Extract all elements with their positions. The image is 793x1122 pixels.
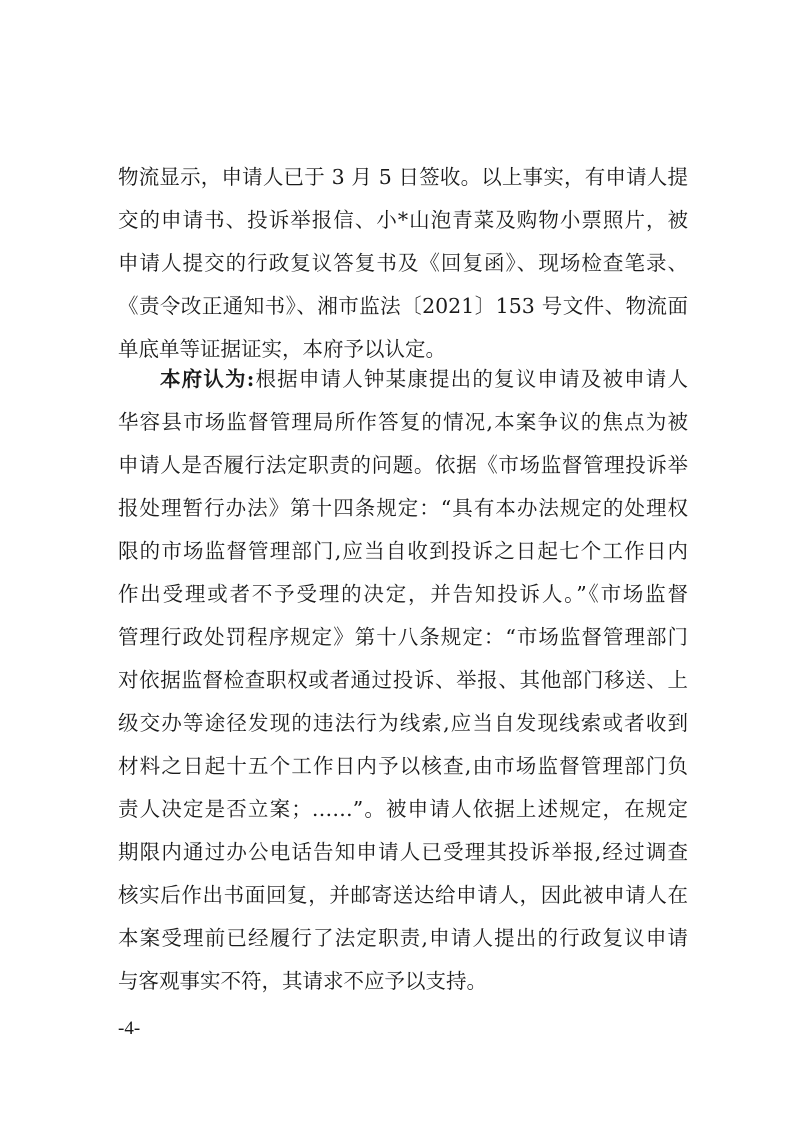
paragraph-2-line-8: 对依据监督检查职权或者通过投诉、举报、其他部门移送、上 [118,668,688,692]
paragraph-2-line-2: 华容县市场监督管理局所作答复的情况,本案争议的焦点为被 [118,410,688,434]
paragraph-2-line-6: 作出受理或者不予受理的决定，并告知投诉人。”《市场监督 [118,582,688,606]
paragraph-2-line-14: 本案受理前已经履行了法定职责,申请人提出的行政复议申请 [118,926,688,950]
paragraph-1-line-5: 单底单等证据证实，本府予以认定。 [118,337,446,361]
paragraph-2-line-7: 管理行政处罚程序规定》第十八条规定：“市场监督管理部门 [118,625,688,649]
page-number: -4- [118,1018,141,1039]
paragraph-2-line-9: 级交办等途径发现的违法行为线索,应当自发现线索或者收到 [118,711,688,735]
paragraph-2-line-15: 与客观事实不符，其请求不应予以支持。 [118,969,487,993]
paragraph-2-line-4: 报处理暂行办法》第十四条规定：“具有本办法规定的处理权 [118,496,688,520]
paragraph-2-line-13: 核实后作出书面回复，并邮寄送达给申请人，因此被申请人在 [118,883,688,907]
paragraph-1-line-3: 申请人提交的行政复议答复书及《回复函》、现场检查笔录、 [118,251,688,275]
paragraph-1-line-1: 物流显示，申请人已于 3 月 5 日签收。以上事实，有申请人提 [118,165,688,189]
paragraph-1-line-4: 《责令改正通知书》、湘市监法〔2021〕153 号文件、物流面 [118,294,688,318]
paragraph-1-line-2: 交的申请书、投诉举报信、小*山泡青菜及购物小票照片，被 [118,208,688,232]
paragraph-2-first-line-text: 根据申请人钟某康提出的复议申请及被申请人 [254,367,688,391]
paragraph-2-line-5: 限的市场监督管理部门,应当自收到投诉之日起七个工作日内 [118,539,688,563]
paragraph-2-line-3: 申请人是否履行法定职责的问题。依据《市场监督管理投诉举 [118,453,688,477]
paragraph-2-line-11: 责人决定是否立案；……”。被申请人依据上述规定，在规定 [118,797,688,821]
paragraph-2-line-10: 材料之日起十五个工作日内予以核查,由市场监督管理部门负 [118,754,688,778]
paragraph-2-lead: 本府认为: [160,367,255,391]
paragraph-2-line-1 [160,359,688,399]
paragraph-2-line-12: 期限内通过办公电话告知申请人已受理其投诉举报,经过调查 [118,840,688,864]
